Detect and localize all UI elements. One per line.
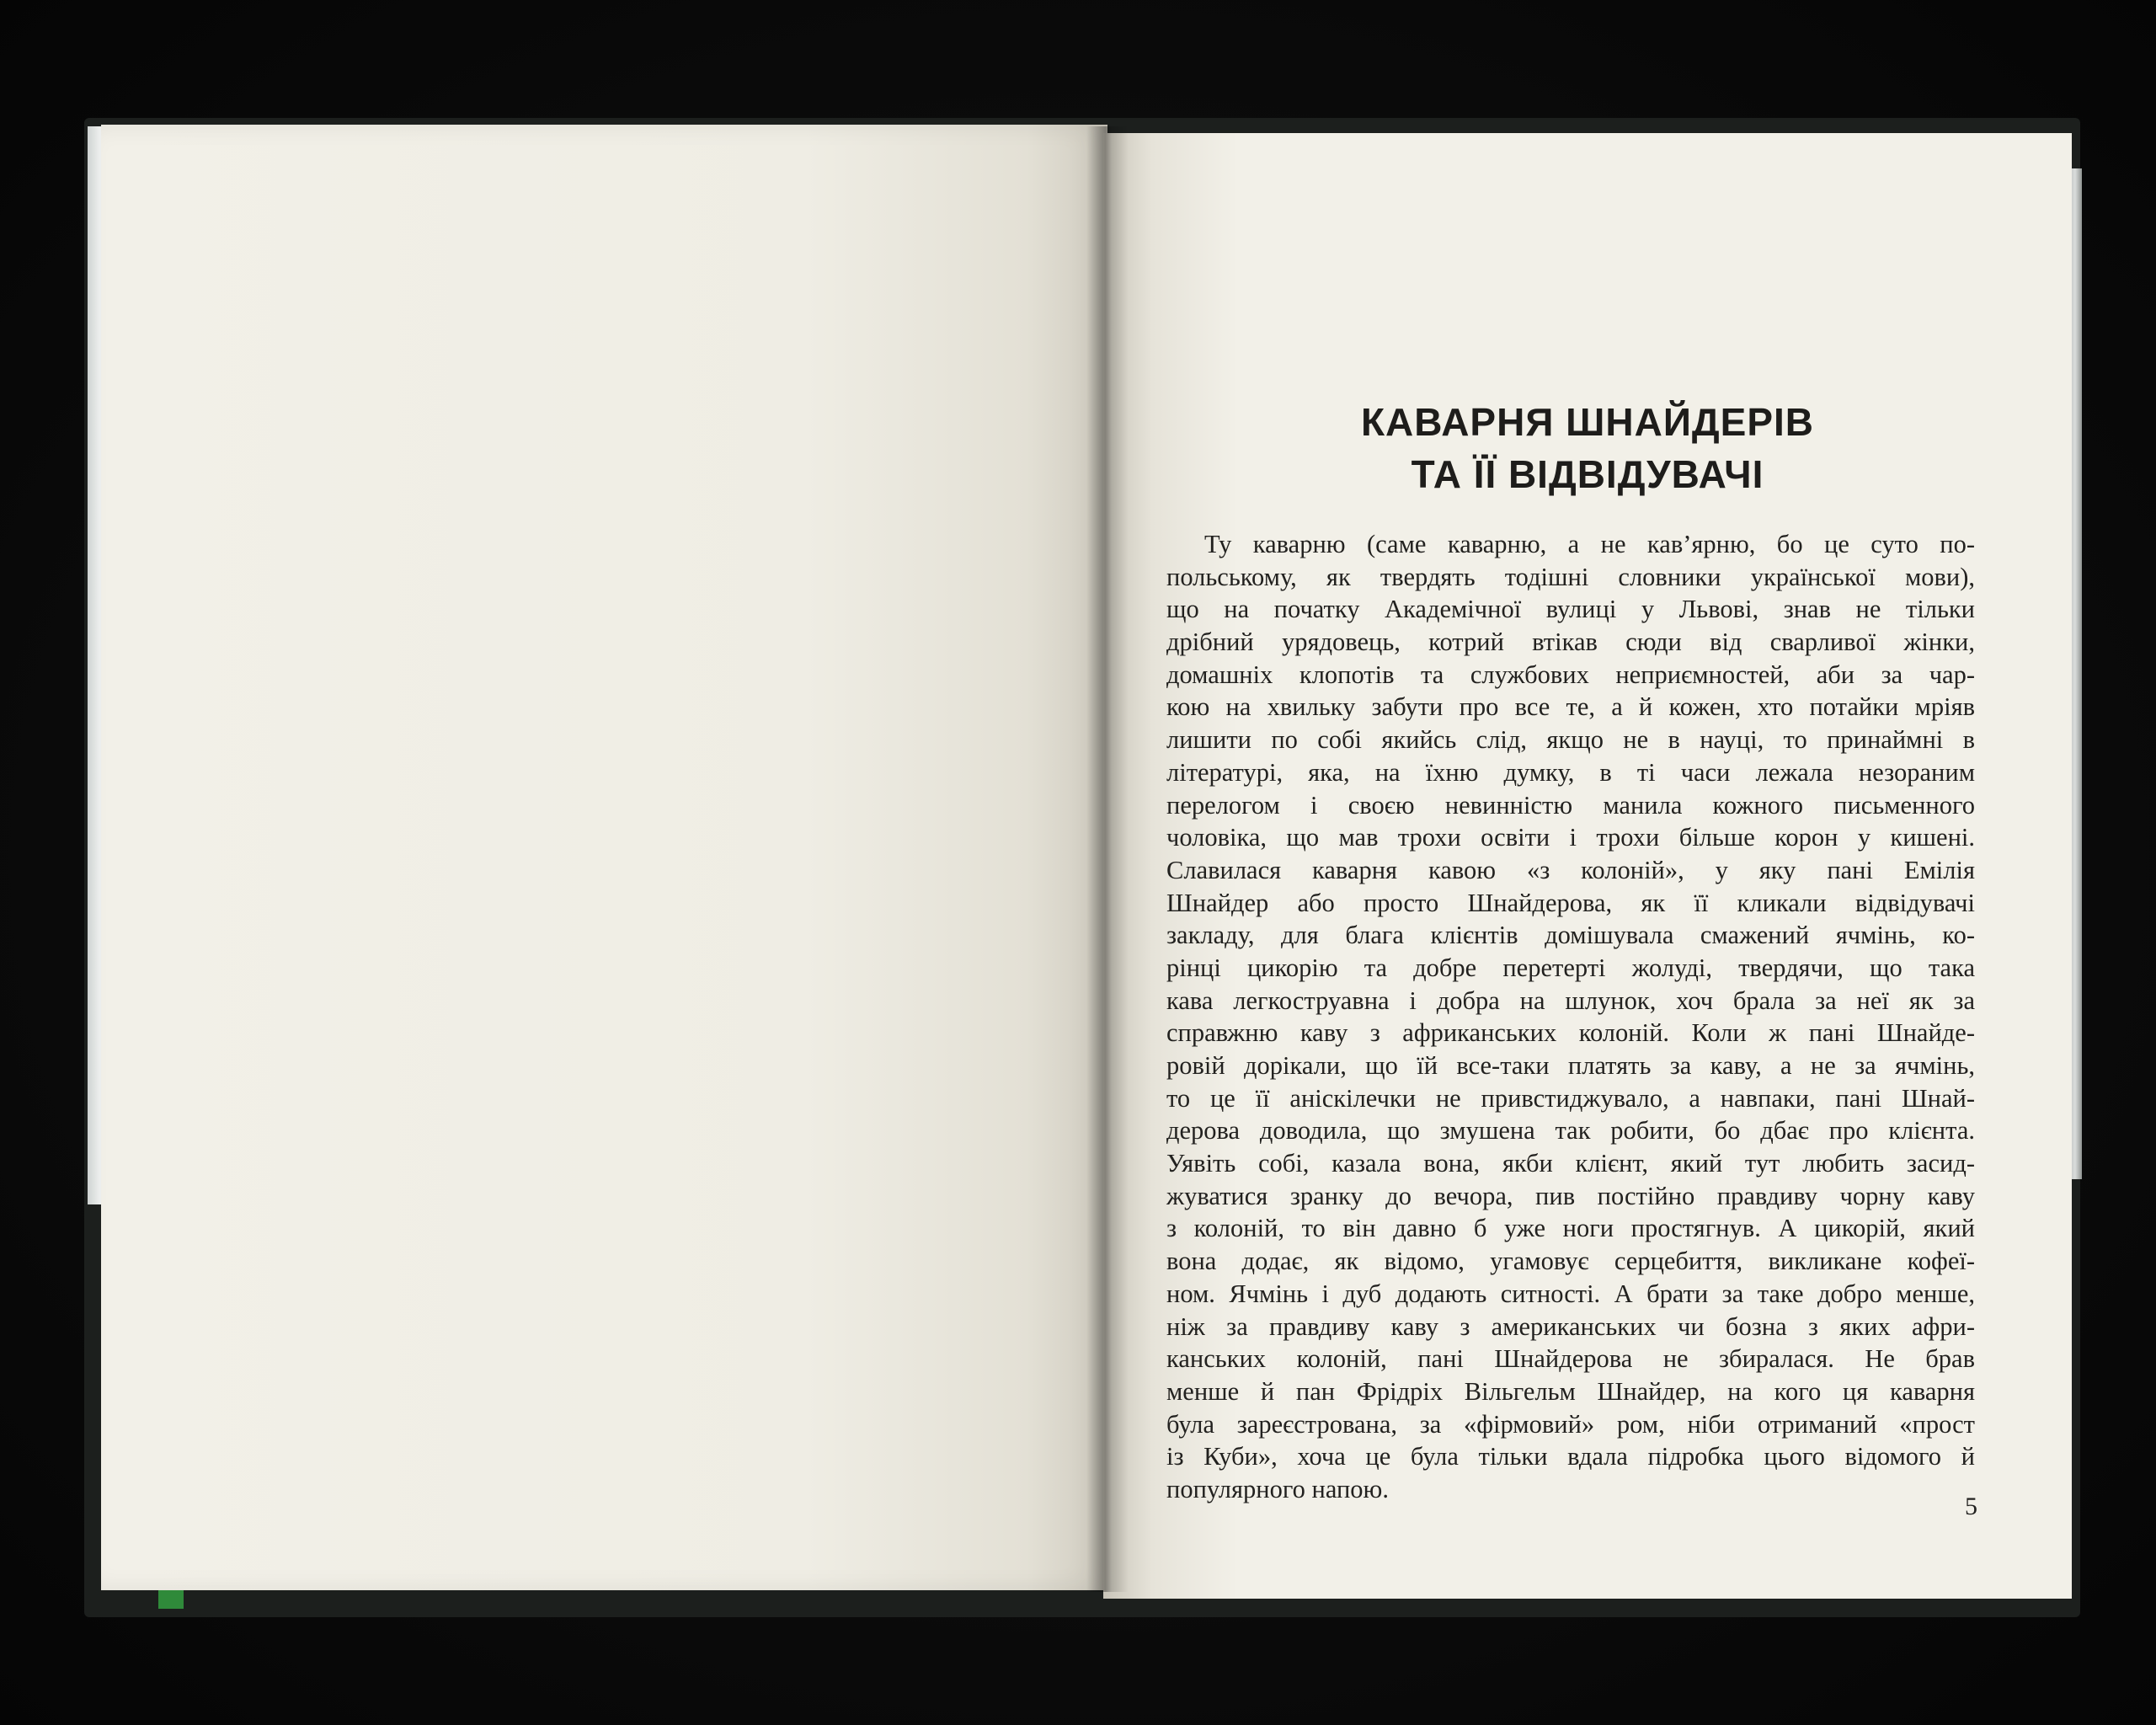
body-line: Уявіть собі, казала вона, якби клієнт, який тут любить засид-: [1166, 1149, 1975, 1178]
left-page-blank: [101, 125, 1107, 1590]
body-line: Славилася каварня кавою «з колоній», у яку пані Емілія: [1166, 855, 1975, 884]
body-line: закладу, для блага клієнтів домішувала смажений ячмінь, ко-: [1166, 921, 1975, 950]
body-line: то це її аніскілечки не привстиджувало, а навпаки, пані Шнай-: [1166, 1083, 1975, 1113]
body-line: була зареєстрована, за «фірмовий» ром, ніби отриманий «прост: [1166, 1409, 1975, 1439]
chapter-title-line-2: ТА ЇЇ ВІДВІДУВАЧІ: [1411, 452, 1764, 496]
body-line: перелогом і своєю невинністю манила кожного письменного: [1166, 790, 1975, 820]
body-line: дерова доводила, що змушена так робити, бо дбає про клієнта.: [1166, 1116, 1975, 1146]
body-line: що на початку Академічної вулиці у Львові, знав не тільки: [1166, 595, 1975, 624]
body-line: менше й пан Фрідріх Вільгельм Шнайдер, на кого ця каварня: [1166, 1376, 1975, 1406]
body-line: ровій дорікали, що їй все-таки платять за каву, а не за ячмінь,: [1166, 1051, 1975, 1080]
body-line: чоловіка, що мав трохи освіти і трохи більше корон у кишені.: [1166, 823, 1975, 852]
chapter-title: [1103, 396, 2072, 500]
body-line: польському, як твердять тодішні словники української мови),: [1166, 562, 1975, 591]
chapter-body-text: [1166, 528, 1975, 1506]
body-line: домашніх клопотів та службових неприємностей, аби за чар-: [1166, 660, 1975, 689]
body-line: жуватися зранку до вечора, пив постійно правдиву чорну каву: [1166, 1181, 1975, 1210]
page-number: 5: [1965, 1493, 1977, 1520]
body-line: ніж за правдиву каву з американських чи бозна з яких афри-: [1166, 1311, 1975, 1341]
chapter-title-line-1: КАВАРНЯ ШНАЙДЕРІВ: [1360, 400, 1815, 444]
body-line: літературі, яка, на їхню думку, в ті часи лежала незораним: [1166, 757, 1975, 787]
body-line: рінці цикорію та добре перетерті жолуді, твердячи, що така: [1166, 953, 1975, 982]
body-line: лишити по собі якийсь слід, якщо не в науці, то принаймні в: [1166, 725, 1975, 755]
body-line: популярного напою.: [1166, 1474, 1389, 1503]
body-line: справжню каву з африканських колоній. Коли ж пані Шнайде-: [1166, 1018, 1975, 1048]
body-line: кою на хвильку забути про все те, а й кожен, хто потайки мріяв: [1166, 692, 1975, 722]
body-line: ном. Ячмінь і дуб додають ситності. А брати за таке добро менше,: [1166, 1279, 1975, 1308]
body-line: Ту каварню (саме каварню, а не кав’ярню, бо це суто по-: [1204, 530, 1975, 558]
body-line: із Куби», хоча це була тільки вдала підробка цього відомого й: [1166, 1442, 1975, 1471]
body-line: кава легкоструавна і добра на шлунок, хоч брала за неї як за: [1166, 985, 1975, 1015]
body-line: вона додає, як відомо, угамовує серцебиття, викликане кофеї-: [1166, 1247, 1975, 1276]
body-line: дрібний урядовець, котрий втікав сюди від сварливої жінки,: [1166, 628, 1975, 657]
body-line: з колоній, то він давно б уже ноги простягнув. А цикорій, який: [1166, 1214, 1975, 1243]
book-gutter: [1086, 126, 1129, 1592]
body-line: Шнайдер або просто Шнайдерова, як її кликали відвідувачі: [1166, 888, 1975, 917]
body-line: канських колоній, пані Шнайдерова не збиралася. Не брав: [1166, 1344, 1975, 1374]
